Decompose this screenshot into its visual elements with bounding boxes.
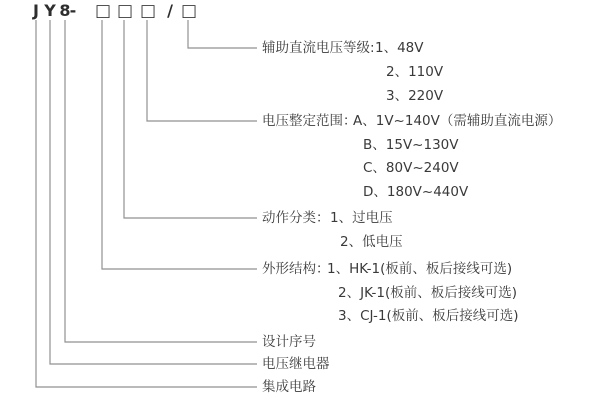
connector-line-action-category [124, 20, 257, 218]
code-slash: / [167, 1, 173, 20]
section-item: D、180V~440V [363, 184, 469, 200]
connector-line-voltage-setting-range [147, 20, 257, 121]
section-item: C、80V~240V [363, 160, 459, 176]
code-placeholder-box-3: □ [140, 1, 157, 21]
code-placeholder-box-2: □ [117, 1, 134, 21]
connector-line-outline-structure [102, 20, 257, 269]
code-placeholder-box-4: □ [181, 1, 198, 21]
code-hyphen: - [69, 1, 77, 20]
section-item: 1、HK-1(板前、板后接线可选) [327, 261, 513, 277]
section-item: A、1V~140V（需辅助直流电源） [353, 113, 562, 129]
section-item: 2、低电压 [340, 234, 403, 250]
section-label-outline-structure: 外形结构： [262, 261, 330, 277]
section-item: 2、110V [386, 64, 444, 80]
section-item: B、15V~130V [363, 137, 459, 153]
section-label-voltage-setting-range: 电压整定范围： [262, 113, 357, 129]
section-item: 1、48V [375, 40, 424, 56]
section-item: 3、220V [386, 88, 444, 104]
connector-line-aux-dc-voltage-level [188, 20, 257, 48]
section-label-voltage-relay: 电压继电器 [262, 356, 330, 372]
connector-line-voltage-relay [50, 20, 257, 364]
section-item: 3、CJ-1(板前、板后接线可选) [338, 308, 519, 324]
code-char-j: J [33, 1, 39, 20]
code-char-8: 8 [59, 1, 71, 20]
section-label-design-serial-number: 设计序号 [262, 334, 316, 350]
section-label-integrated-circuit: 集成电路 [262, 379, 316, 395]
code-char-y: Y [44, 1, 56, 20]
section-label-aux-dc-voltage-level: 辅助直流电压等级: [262, 40, 375, 56]
section-label-action-category: 动作分类： [262, 210, 330, 226]
section-item: 1、过电压 [330, 210, 393, 226]
code-placeholder-box-1: □ [95, 1, 112, 21]
connector-line-design-serial-number [65, 20, 257, 342]
section-item: 2、JK-1(板前、板后接线可选) [338, 285, 517, 301]
